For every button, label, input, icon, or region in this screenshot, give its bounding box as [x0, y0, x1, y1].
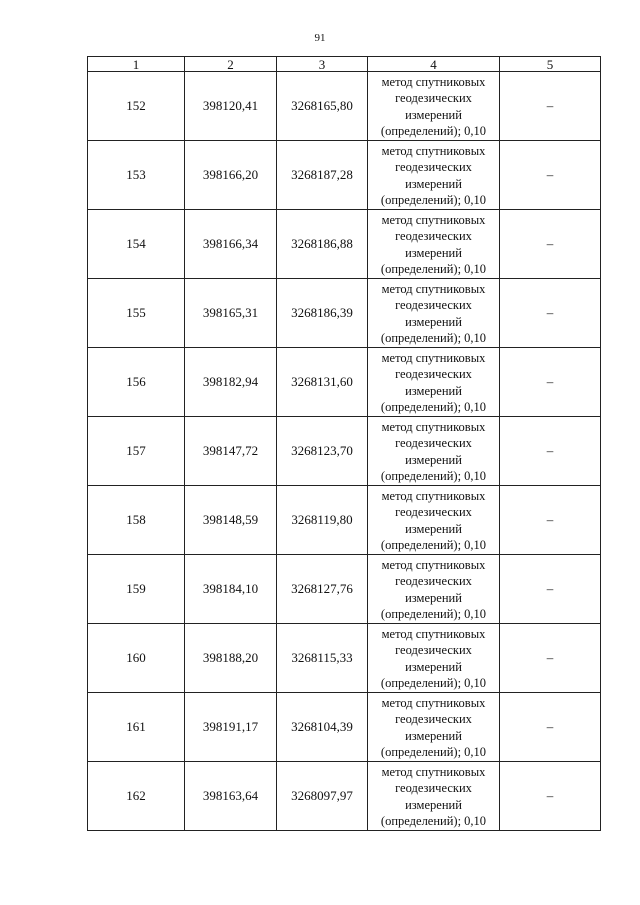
- method-text-line: измерений: [405, 659, 462, 674]
- method-cell: [368, 762, 500, 831]
- point-number: 158: [88, 486, 185, 555]
- point-number: 155: [88, 279, 185, 348]
- method-text-line: метод спутниковых: [381, 695, 486, 710]
- coordinate-y: 3268123,70: [277, 417, 368, 486]
- method-text-line: измерений: [405, 314, 462, 329]
- method-cell: [368, 72, 500, 141]
- method-text-line: метод спутниковых: [381, 350, 486, 365]
- method-text-line: измерений: [405, 728, 462, 743]
- coordinate-x: 398166,34: [185, 210, 277, 279]
- method-text-line: геодезических: [395, 298, 472, 312]
- header-col-4: 4: [368, 57, 500, 72]
- method-text-line: геодезических: [395, 781, 472, 795]
- method-text-line: (определений); 0,10: [380, 814, 487, 828]
- note-cell: –: [500, 624, 601, 693]
- coordinate-x: 398188,20: [185, 624, 277, 693]
- coordinate-y: 3268115,33: [277, 624, 368, 693]
- method-text-line: геодезических: [395, 574, 472, 588]
- coordinate-x: 398191,17: [185, 693, 277, 762]
- note-cell: –: [500, 417, 601, 486]
- method-text-line: метод спутниковых: [381, 143, 486, 158]
- table-body: [88, 72, 601, 831]
- point-number: 154: [88, 210, 185, 279]
- coordinate-y: 3268127,76: [277, 555, 368, 624]
- method-text-line: измерений: [405, 176, 462, 191]
- coordinate-x: 398166,20: [185, 141, 277, 210]
- method-text-line: (определений); 0,10: [380, 193, 487, 207]
- method-cell: [368, 417, 500, 486]
- method-text-line: геодезических: [395, 643, 472, 657]
- method-cell: [368, 141, 500, 210]
- coordinate-x: 398165,31: [185, 279, 277, 348]
- note-cell: –: [500, 279, 601, 348]
- method-text-line: измерений: [405, 245, 462, 260]
- method-cell: [368, 555, 500, 624]
- coordinate-y: 3268165,80: [277, 72, 368, 141]
- header-col-2: 2: [185, 57, 277, 72]
- point-number: 160: [88, 624, 185, 693]
- method-text-line: измерений: [405, 590, 462, 605]
- method-text-line: измерений: [405, 107, 462, 122]
- point-number: 153: [88, 141, 185, 210]
- coordinate-y: 3268186,88: [277, 210, 368, 279]
- note-cell: –: [500, 141, 601, 210]
- note-cell: –: [500, 348, 601, 417]
- coordinate-x: 398182,94: [185, 348, 277, 417]
- method-text-line: метод спутниковых: [381, 488, 486, 503]
- table-row: [88, 693, 601, 762]
- table-row: [88, 141, 601, 210]
- table-row: [88, 624, 601, 693]
- coordinate-x: 398120,41: [185, 72, 277, 141]
- method-text-line: (определений); 0,10: [380, 745, 487, 759]
- method-cell: [368, 693, 500, 762]
- method-text-line: метод спутниковых: [381, 557, 486, 572]
- method-text-line: (определений); 0,10: [380, 676, 487, 690]
- point-number: 162: [88, 762, 185, 831]
- point-number: 159: [88, 555, 185, 624]
- note-cell: –: [500, 72, 601, 141]
- method-text-line: (определений); 0,10: [380, 331, 487, 345]
- method-text-line: измерений: [405, 797, 462, 812]
- method-text-line: метод спутниковых: [381, 419, 486, 434]
- method-text-line: метод спутниковых: [381, 764, 486, 779]
- coordinate-y: 3268119,80: [277, 486, 368, 555]
- note-cell: –: [500, 555, 601, 624]
- note-cell: –: [500, 210, 601, 279]
- method-cell: [368, 624, 500, 693]
- method-text-line: метод спутниковых: [381, 626, 486, 641]
- page-number: 91: [314, 32, 326, 44]
- table-row: [88, 555, 601, 624]
- method-text-line: геодезических: [395, 436, 472, 450]
- table-row: [88, 72, 601, 141]
- method-text-line: метод спутниковых: [381, 212, 486, 227]
- method-cell: [368, 279, 500, 348]
- method-text-line: геодезических: [395, 160, 472, 174]
- method-cell: [368, 348, 500, 417]
- method-text-line: (определений); 0,10: [380, 538, 487, 552]
- note-cell: –: [500, 693, 601, 762]
- coordinate-y: 3268097,97: [277, 762, 368, 831]
- coordinate-x: 398184,10: [185, 555, 277, 624]
- header-col-3: 3: [277, 57, 368, 72]
- method-text-line: (определений); 0,10: [380, 607, 487, 621]
- table-row: [88, 486, 601, 555]
- table-row: [88, 210, 601, 279]
- table-row: [88, 279, 601, 348]
- coordinate-y: 3268187,28: [277, 141, 368, 210]
- method-cell: [368, 486, 500, 555]
- table-row: [88, 762, 601, 831]
- coordinate-x: 398163,64: [185, 762, 277, 831]
- table-row: [88, 417, 601, 486]
- method-text-line: измерений: [405, 383, 462, 398]
- method-text-line: метод спутниковых: [381, 281, 486, 296]
- method-text-line: метод спутниковых: [381, 74, 486, 89]
- coordinate-y: 3268104,39: [277, 693, 368, 762]
- method-text-line: геодезических: [395, 712, 472, 726]
- method-text-line: (определений); 0,10: [380, 262, 487, 276]
- note-cell: –: [500, 486, 601, 555]
- point-number: 152: [88, 72, 185, 141]
- table-row: [88, 348, 601, 417]
- table-header: [88, 57, 601, 72]
- method-text-line: геодезических: [395, 91, 472, 105]
- method-text-line: геодезических: [395, 367, 472, 381]
- method-text-line: (определений); 0,10: [380, 469, 487, 483]
- method-text-line: геодезических: [395, 505, 472, 519]
- header-col-5: 5: [500, 57, 601, 72]
- coordinate-x: 398147,72: [185, 417, 277, 486]
- method-text-line: (определений); 0,10: [380, 124, 487, 138]
- point-number: 157: [88, 417, 185, 486]
- method-text-line: измерений: [405, 521, 462, 536]
- coordinate-y: 3268131,60: [277, 348, 368, 417]
- note-cell: –: [500, 762, 601, 831]
- coordinate-x: 398148,59: [185, 486, 277, 555]
- method-text-line: (определений); 0,10: [380, 400, 487, 414]
- method-text-line: геодезических: [395, 229, 472, 243]
- coordinates-table: [87, 56, 601, 831]
- point-number: 161: [88, 693, 185, 762]
- point-number: 156: [88, 348, 185, 417]
- coordinate-y: 3268186,39: [277, 279, 368, 348]
- header-col-1: 1: [88, 57, 185, 72]
- method-text-line: измерений: [405, 452, 462, 467]
- method-cell: [368, 210, 500, 279]
- header-row: [88, 57, 601, 72]
